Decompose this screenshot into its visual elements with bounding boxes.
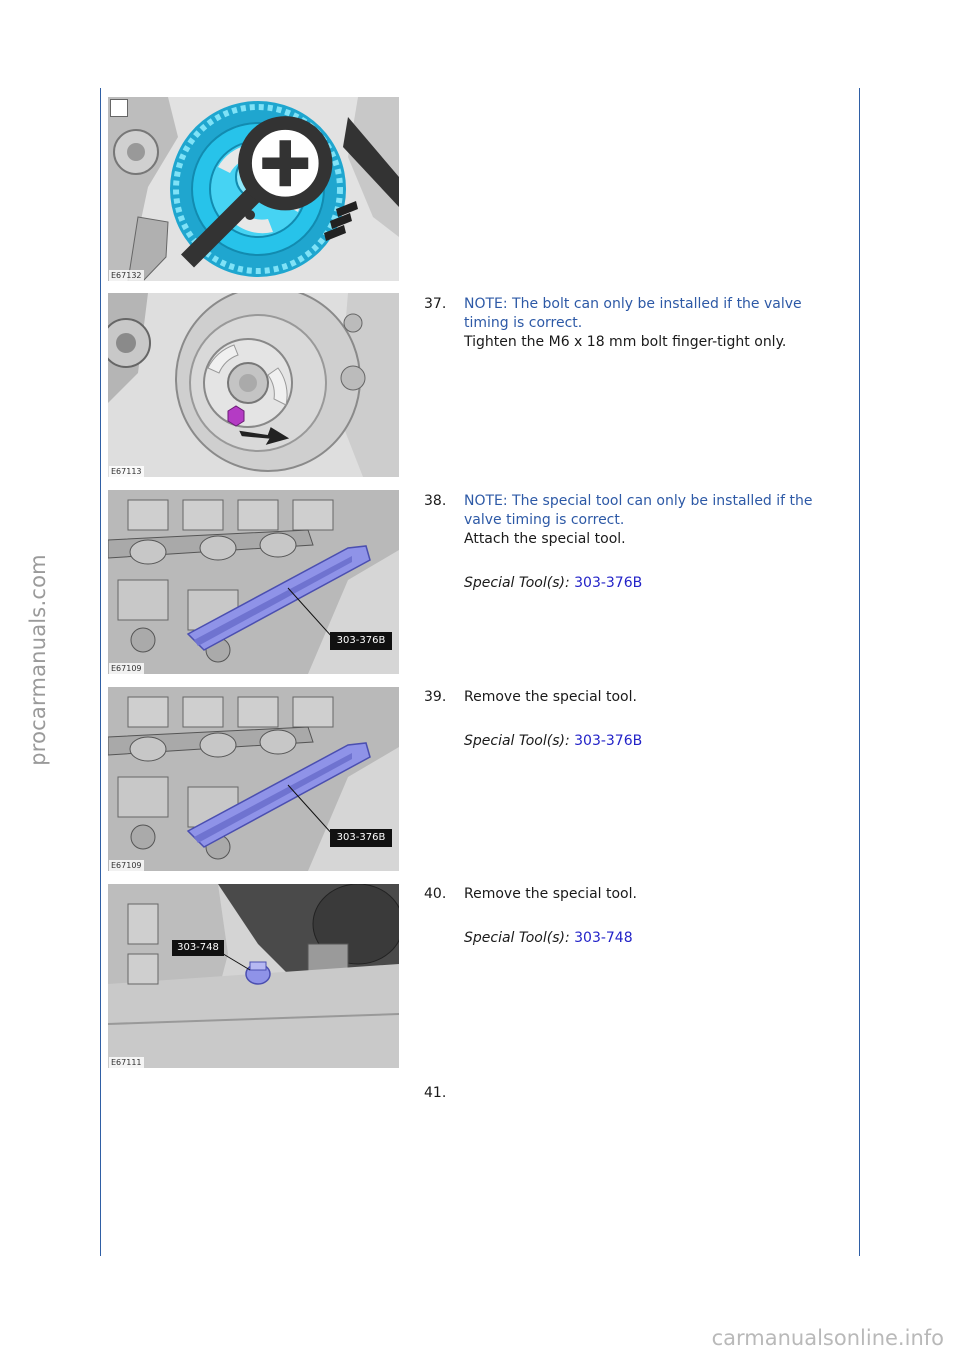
special-tool-link[interactable]: 303-376B (574, 575, 643, 591)
right-margin-rule (859, 88, 860, 1256)
step-number: 41. (424, 1085, 447, 1101)
tool-callout: 303-748 (177, 942, 219, 953)
figure-code: E67111 (111, 1058, 142, 1067)
pulley-bolt-illustration (108, 293, 399, 477)
figure-code: E67109 (111, 861, 142, 870)
special-tool-line (464, 732, 844, 751)
step-note: NOTE: The special tool can only be installed if the valve timing is correct. (464, 493, 813, 528)
figure-camshaft-tool-remove (108, 687, 399, 871)
zoom-icon[interactable] (110, 99, 128, 117)
tool-callout: 303-376B (336, 635, 386, 646)
step-instruction: Attach the special tool. (464, 531, 626, 547)
step-number: 40. (424, 886, 447, 902)
step-39 (464, 688, 844, 751)
special-tool-link[interactable]: 303-748 (574, 930, 633, 946)
figure-code: E67132 (111, 271, 142, 280)
step-instruction: Remove the special tool. (464, 689, 637, 705)
figure-camshaft-tool-install (108, 490, 399, 674)
figure-crankshaft-pulley (108, 97, 399, 281)
figure-pulley-bolt (108, 293, 399, 477)
step-instruction: Remove the special tool. (464, 886, 637, 902)
step-38 (464, 492, 844, 593)
side-watermark: procarmanuals.com (26, 554, 50, 766)
step-number: 39. (424, 689, 447, 705)
figure-timing-peg (108, 884, 399, 1068)
step-note: NOTE: The bolt can only be installed if the valve timing is correct. (464, 296, 802, 331)
special-tool-label: Special Tool(s): (464, 575, 570, 591)
timing-peg-illustration (108, 884, 399, 1068)
special-tool-line (464, 929, 844, 948)
special-tool-label: Special Tool(s): (464, 733, 570, 749)
special-tool-line (464, 574, 844, 593)
step-40 (464, 885, 844, 948)
figure-code: E67109 (111, 664, 142, 673)
special-tool-label: Special Tool(s): (464, 930, 570, 946)
step-number: 37. (424, 296, 447, 312)
step-instruction: Tighten the M6 x 18 mm bolt finger-tight only. (464, 334, 787, 350)
tool-callout: 303-376B (336, 832, 386, 843)
step-37 (464, 295, 844, 352)
figure-code: E67113 (111, 467, 142, 476)
special-tool-link[interactable]: 303-376B (574, 733, 643, 749)
left-margin-rule (100, 88, 101, 1256)
step-number: 38. (424, 493, 447, 509)
bottom-watermark: carmanualsonline.info (711, 1326, 944, 1350)
